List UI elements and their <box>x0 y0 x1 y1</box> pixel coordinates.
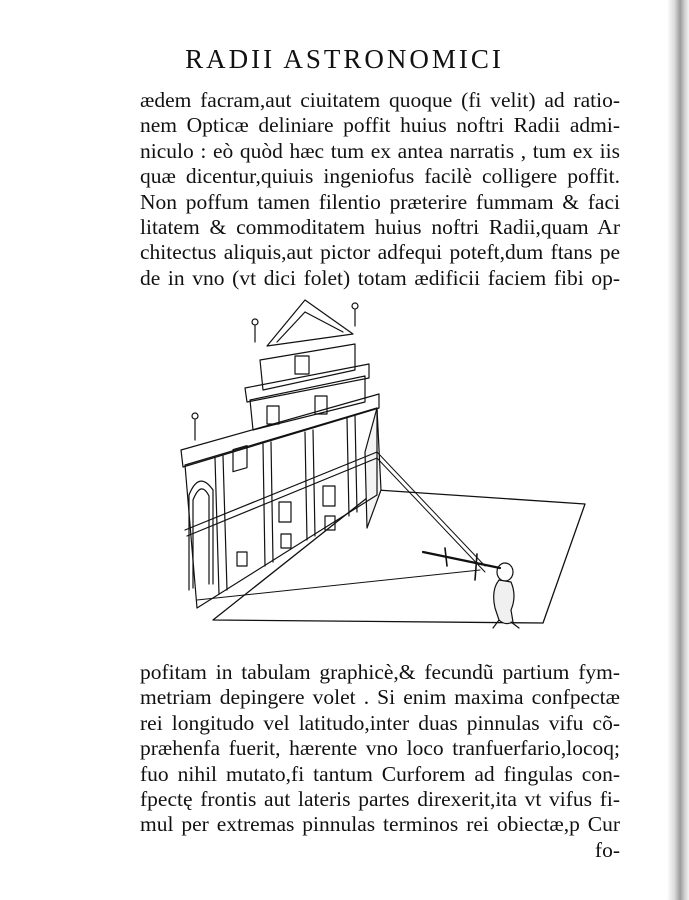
text-line: fpectę frontis aut lateris partes direxerit,ita vt vifus fi- <box>140 787 620 812</box>
text-line: pofitam in tabulam graphicè,& fecundũ partium fym- <box>140 660 620 684</box>
text-line: fuo nihil mutato,fi tantum Curforem ad fingulas con- <box>140 761 620 786</box>
woodcut-illustration <box>155 290 610 652</box>
text-line: quæ dicentur,quiuis ingeniofus facilè colligere poffit. <box>140 164 620 189</box>
text-line: de in vno (vt dici folet) totam ædificii faciem fibi op- <box>140 265 620 290</box>
running-title: RADII ASTRONOMICI <box>185 44 504 74</box>
book-spine-shadow <box>667 0 689 900</box>
text-line: nem Opticæ deliniare poffit huius noftri Radii admi- <box>140 113 620 138</box>
text-line: mul per extremas pinnulas terminos rei obiectæ,p Cur <box>140 812 620 837</box>
catchword: fo- <box>594 837 620 862</box>
text-line: rei longitudo vel latitudo,inter duas pinnulas vifu cõ- <box>140 710 620 735</box>
text-line: præhenfa fuerit, hærente vno loco tranfuerfario,locoq; <box>140 736 620 761</box>
text-line: niculo : eò quòd hæc tum ex antea narratis , tum ex iis <box>140 138 620 163</box>
text-line: chitectus aliquis,aut pictor adfequi poteft,dum ftans pe <box>140 240 620 265</box>
text-line: ædem facram,aut ciuitatem quoque (fi velit) ad ratio- <box>140 88 620 112</box>
text-line: metriam depingere volet . Si enim maxima confpectæ <box>140 685 620 710</box>
bottom-paragraph <box>140 660 620 863</box>
top-paragraph <box>140 88 620 291</box>
text-line: litatem & commoditatem huius noftri Radii,quam Ar <box>140 215 620 240</box>
text-line: Non poffum tamen filentio præterire fummam & faci <box>140 189 620 214</box>
